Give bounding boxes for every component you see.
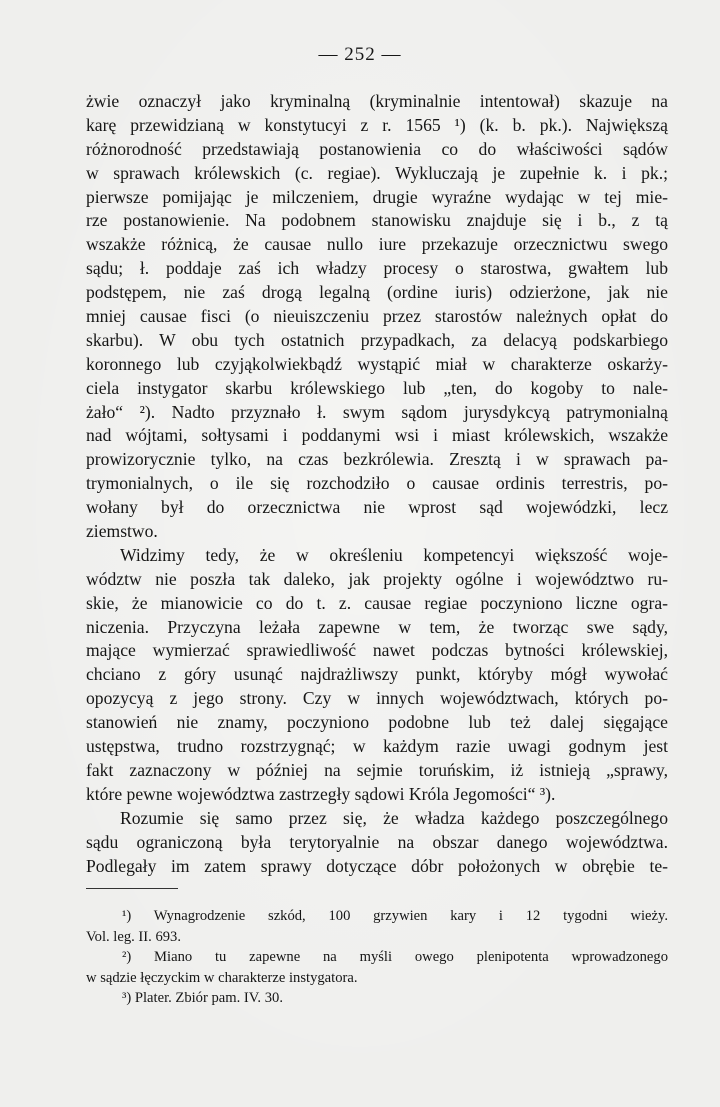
text-line: ziemstwo. [86, 521, 158, 542]
text-line: nad wójtami, sołtysami i poddanymi wsi i miast królewskich, wszakże [86, 425, 668, 446]
text-line: sądu; ł. poddaje zaś ich władzy procesy o starostwa, gwałtem lub [86, 258, 668, 279]
text-line: wszakże różnicą, że causae nullo iure przekazuje orzecznictwu swego [86, 234, 668, 255]
text-line: żwie oznaczył jako kryminalną (kryminalnie intentował) skazuje na [86, 91, 668, 111]
text-line: trymonialnych, o ile się rozchodziło o causae ordinis terrestris, po- [86, 473, 668, 494]
text-line: różnorodność przedstawiają postanowienia co do właściwości sądów [86, 138, 668, 159]
text-line: Podlegały im zatem sprawy dotyczące dóbr położonych w obrębie te- [86, 855, 668, 876]
text-line: karę przewidzianą w konstytucyi z r. 1565 ¹) (k. b. pk.). Największą [86, 114, 668, 135]
text-line: skie, że mianowicie co do t. z. causae regiae poczyniono liczne ogra- [86, 592, 668, 613]
text-line: wołany był do orzecznictwa nie wprost sąd wojewódzki, lecz [86, 497, 668, 518]
footnote-divider [86, 888, 178, 889]
text-line: Rozumie się samo przez się, że władza każdego poszczególnego [120, 807, 668, 828]
footnote-line: ²) Miano tu zapewne na myśli owego plenipotenta wprowadzonego [122, 949, 668, 966]
text-line: opozycyą z jego strony. Czy w innych województwach, których po- [86, 688, 668, 709]
text-line: pierwsze pomijając je milczeniem, drugie wyraźne wydając w tej mie- [86, 186, 668, 207]
text-line: chciano z góry usunąć najdrażliwszy punkt, któryby mógł wywołać [86, 664, 668, 685]
footnote-line: Vol. leg. II. 693. [86, 928, 181, 945]
text-line: prowizorycznie tylko, na czas bezkrólewia. Zresztą i w sprawach pa- [86, 449, 668, 470]
text-line: w sprawach królewskich (c. regiae). Wykluczają je zupełnie k. i pk.; [86, 162, 668, 183]
page-number: — 252 — [318, 44, 402, 65]
text-line: skarbu). W obu tych ostatnich przypadkach, za delacyą podskarbiego [86, 329, 668, 350]
text-line: sądu ograniczoną była terytoryalnie na obszar danego województwa. [86, 831, 668, 852]
text-line: ciela instygator skarbu królewskiego lub „ten, do kogoby to nale- [86, 377, 668, 398]
text-line: niczenia. Przyczyna leżała zapewne w tem, że tworząc swe sądy, [86, 616, 668, 637]
text-line: podstępem, nie zaś drogą legalną (ordine iuris) odzierżone, jak nie [86, 282, 668, 303]
text-line: ustępstwa, trudno rozstrzygnąć; w każdym razie uwagi godnym jest [86, 736, 668, 757]
main-text [86, 90, 668, 878]
footnote-line: w sądzie łęczyckim w charakterze instygatora. [86, 969, 358, 986]
text-line: stanowień nie znamy, poczyniono podobne lub też dalej sięgające [86, 712, 668, 733]
text-line: rze postanowienie. Na podobnem stanowisku znajduje się i b., z tą [86, 210, 668, 231]
text-line: wództw nie poszła tak daleko, jak projekty ogólne i województwo ru- [86, 568, 668, 589]
text-line: żało“ ²). Nadto przyznało ł. swym sądom jurysdykcyą patrymonialną [86, 401, 668, 422]
footnote-line: ¹) Wynagrodzenie szkód, 100 grzywien kary i 12 tygodni wieży. [122, 908, 668, 924]
text-line: Widzimy tedy, że w określeniu kompetencyi większość woje- [120, 544, 668, 565]
footnote-line: ³) Plater. Zbiór pam. IV. 30. [122, 990, 283, 1007]
text-line: koronnego lub czyjąkolwiekbądź wystąpić miał w charakterze oskarży- [86, 353, 668, 374]
footnotes [86, 906, 668, 1009]
text-line: mające wymierzać sprawiedliwość nawet podczas bytności królewskiej, [86, 640, 668, 661]
text-line: fakt zaznaczony w później na sejmie toruńskim, iż istnieją „sprawy, [86, 759, 668, 780]
text-line: mniej causae fisci (o nieuiszczeniu przez starostów należnych opłat do [86, 306, 668, 327]
text-line: które pewne województwa zastrzegły sądowi Króla Jegomości“ ³). [86, 783, 556, 804]
